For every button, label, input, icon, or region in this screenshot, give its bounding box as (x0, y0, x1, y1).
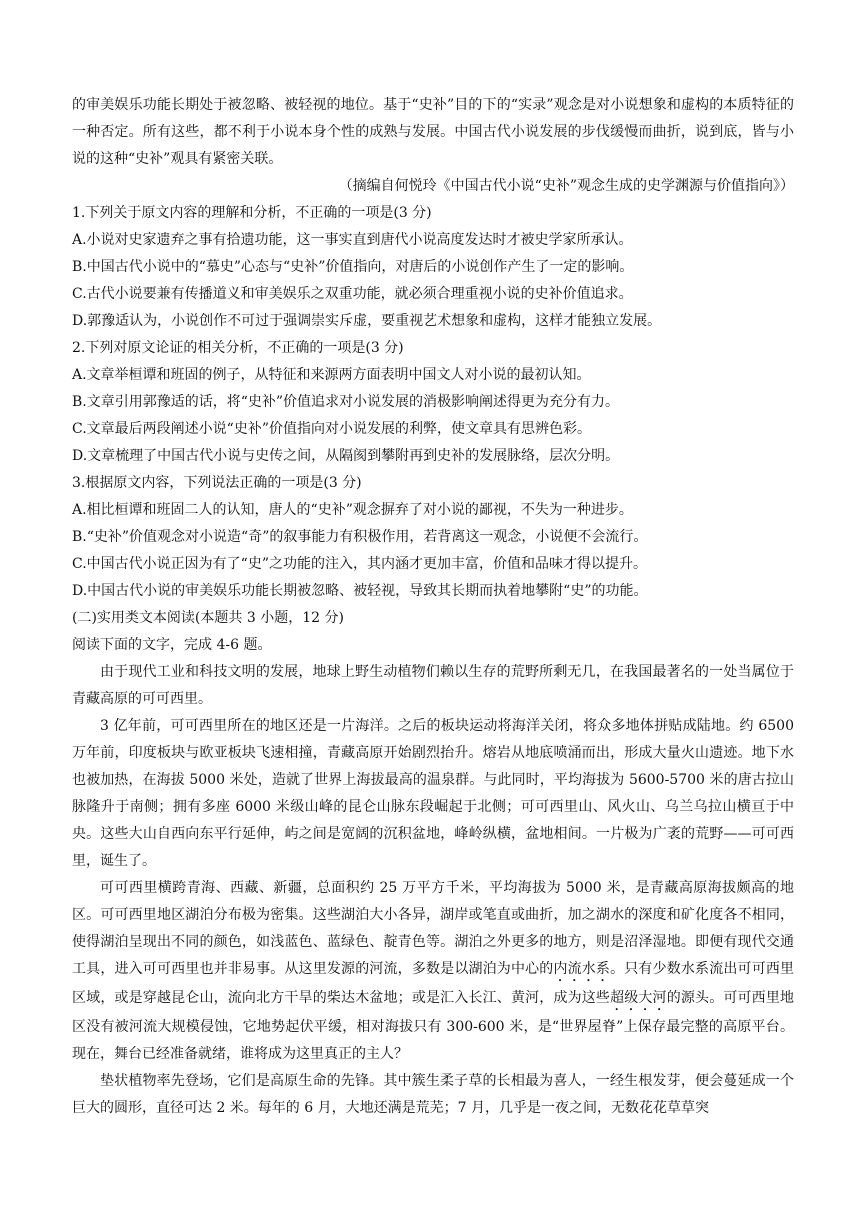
emphasized-phrase: 超级大河 (610, 990, 667, 1006)
paragraph-text: 可可西里横跨青海、西藏、新疆，总面积约 25 万平方千米，平均海拔为 5000 米，是青藏高原海拔颇高的地区。可可西里地区湖泊分布极为密集。这些湖泊大小各异，湖岸或笔直或曲折，加之湖水的深度和矿化度各不相同，使得湖泊呈现出不同的颜色，如浅蓝色、蓝绿色、靛青色等。湖泊之外更多的地方，则是沼泽湿地。即便有现代交通工具，进入可可西里也并非易事。从这里发源的河流，多数是以湖泊为中心的 (72, 880, 794, 977)
question-stem: 1.下列关于原文内容的理解和分析，不正确的一项是(3 分) (72, 205, 432, 221)
paragraph-text: 的源头。可可西里地区没有被河流大规模侵蚀，它地势起伏平缓，相对海拔只有 300-600 米，是“世界屋脊”上保存最完整的高原平台。现在，舞台已经准备就绪，谁将成为这里真正的主人？ (72, 990, 794, 1062)
article-paragraph-4: 垫状植物率先登场，它们是高原生命的先锋。其中簇生柔子草的长相最为喜人，一经生根发芽，便会蔓延成一个巨大的圆形，直径可达 2 米。每年的 6 月，大地还满是荒芜；7 月，几乎是一夜之间，无数花花草草突 (72, 1073, 794, 1116)
document-page (72, 92, 794, 1122)
article-paragraph-2: 3 亿年前，可可西里所在的地区还是一片海洋。之后的板块运动将海洋关闭，将众多地体拼贴成陆地。约 6500 万年前，印度板块与欧亚板块飞速相撞，青藏高原开始剧烈抬升。熔岩从地底喷涌而出，形成大量火山遗迹。地下水也被加热，在海拔 5000 米处，造就了世界上海拔最高的温泉群。与此同时，平均海拔为 5600-5700 米的唐古拉山脉隆升于南侧；拥有多座 6000 米级山峰的昆仑山脉东段崛起于北侧；可可西里山、风火山、乌兰乌拉山横亘于中央。这些大山自西向东平行延伸，屿之间是宽阔的沉积盆地，峰岭纵横，盆地相间。一片极为广袤的荒野——可可西里，诞生了。 (72, 718, 794, 869)
article-paragraph-1: 由于现代工业和科技文明的发展，地球上野生动植物们赖以生存的荒野所剩无几，在我国最著名的一处当属位于青藏高原的可可西里。 (72, 664, 794, 707)
option-c: C.中国古代小说正因为有了“史”之功能的注入，其内涵才更加丰富，价值和品味才得以提升。 (72, 556, 647, 572)
emphasized-phrase: 内流水系 (553, 961, 611, 977)
question-stem: 2.下列对原文论证的相关分析，不正确的一项是(3 分) (72, 340, 404, 356)
option-d: D.中国古代小说的审美娱乐功能长期被忽略、被轻视，导致其长期而执着地攀附“史”的功能。 (72, 583, 648, 599)
option-a: A.小说对史家遗弃之事有拾遗功能，这一事实直到唐代小说高度发达时才被史学家所承认。 (72, 232, 633, 248)
article-paragraph-3 (72, 875, 794, 1068)
paragraph-text: 。只有少数水系流出可可西里区域，或是穿越昆仑山，流向北方干旱的柴达木盆地；或是汇入长江、黄河，成为这些 (72, 961, 795, 1006)
question-3 (72, 470, 794, 605)
section-title: (二)实用类文本阅读(本题共 3 小题，12 分) (72, 610, 344, 626)
option-b: B.文章引用郭豫适的话，将“史补”价值追求对小说发展的消极影响阐述得更为充分有力。 (72, 394, 620, 410)
option-d: D.郭豫适认为，小说创作不可过于强调崇实斥虚，要重视艺术想象和虚构，这样才能独立发展。 (72, 313, 662, 329)
option-d: D.文章梳理了中国古代小说与史传之间，从隔阂到攀附再到史补的发展脉络，层次分明。 (72, 448, 620, 464)
question-1 (72, 200, 794, 335)
option-c: C.古代小说要兼有传播道义和审美娱乐之双重功能，就必须合理重视小说的史补价值追求。 (72, 286, 633, 302)
question-2 (72, 335, 794, 470)
option-b: B.中国古代小说中的“慕史”心态与“史补”价值指向，对唐后的小说创作产生了一定的影响。 (72, 259, 634, 275)
question-stem: 3.根据原文内容，下列说法正确的一项是(3 分) (72, 475, 362, 491)
option-a: A.相比桓谭和班固二人的认知，唐人的“史补”观念摒弃了对小说的鄙视，不失为一种进步。 (72, 502, 633, 518)
option-b: B.“史补”价值观念对小说造“奇”的叙事能力有积极作用，若背离这一观念，小说便不会流行。 (72, 529, 648, 545)
option-a: A.文章举桓谭和班固的例子，从特征和来源两方面表明中国文人对小说的最初认知。 (72, 367, 591, 383)
section-instruction: 阅读下面的文字，完成 4-6 题。 (72, 637, 272, 653)
source-citation: （摘编自何悦玲《中国古代小说“史补”观念生成的史学渊源与价值指向》） (338, 178, 794, 194)
intro-paragraph: 的审美娱乐功能长期处于被忽略、被轻视的地位。基于“史补”目的下的“实录”观念是对小说想象和虚构的本质特征的一种否定。所有这些，都不利于小说本身个性的成熟与发展。中国古代小说发展的步伐缓慢而曲折，说到底，皆与小说的这种“史补”观具有紧密关联。 (72, 97, 794, 167)
option-c: C.文章最后两段阐述小说“史补”价值指向对小说发展的利弊，使文章具有思辨色彩。 (72, 421, 591, 437)
